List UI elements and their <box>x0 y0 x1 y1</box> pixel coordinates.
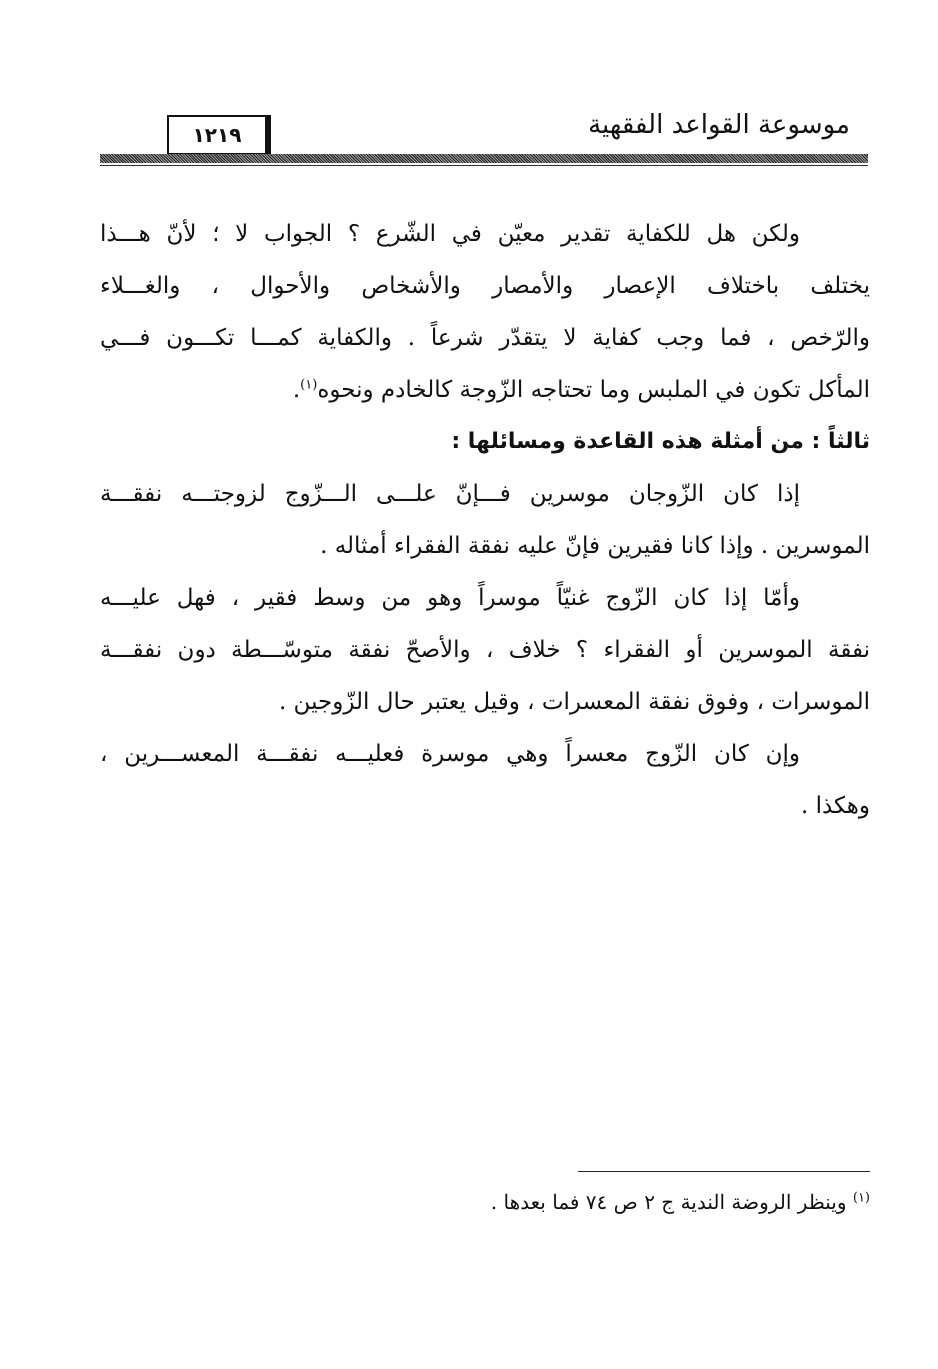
text-line: الموسرين . وإذا كانا فقيرين فإنّ عليه نفقة الفقراء أمثاله . <box>320 533 870 559</box>
text-line: والرّخص ، فما وجب كفاية لا يتقدّر شرعاً . والكفاية كمـــا تكـــون فـــي <box>100 325 870 351</box>
paragraph-3 <box>100 572 870 728</box>
book-title: موسوعة القواعد الفقهية <box>588 110 850 140</box>
paragraph-2 <box>100 468 870 572</box>
text-line: الموسرات ، وفوق نفقة المعسرات ، وقيل يعتبر حال الزّوجين . <box>278 689 870 715</box>
text-line: ولكن هل للكفاية تقدير معيّن في الشّرع ؟ الجواب لا ؛ لأنّ هـــذا <box>100 221 800 247</box>
text-line <box>100 364 870 416</box>
paragraph-4 <box>100 728 870 832</box>
text-line: وهكذا . <box>800 793 870 819</box>
text-fragment: المأكل تكون في الملبس وما تحتاجه الزّوجة كالخادم ونحوه <box>317 377 870 403</box>
page-number: ١٢١٩ <box>167 115 271 155</box>
paragraph-1 <box>100 208 870 416</box>
header-divider-line <box>100 165 868 166</box>
text-line: وإن كان الزّوج معسراً وهي موسرة فعليـــه نفقـــة المعســـرين ، <box>100 741 800 767</box>
footnote-marker: (١) <box>852 1190 870 1206</box>
text-fragment: . <box>292 377 301 403</box>
footnote-text: وينظر الروضة الندية ج ٢ ص ٧٤ فما بعدها . <box>490 1190 847 1214</box>
text-line: وأمّا إذا كان الزّوج غنيّاً موسراً وهو من وسط فقير ، فهل عليـــه <box>100 585 800 611</box>
footnote-divider <box>578 1171 870 1172</box>
text-line: يختلف باختلاف الإعصار والأمصار والأشخاص والأحوال ، والغـــلاء <box>100 273 870 299</box>
text-line: نفقة الموسرين أو الفقراء ؟ خلاف ، والأصحّ نفقة متوسّـــطة دون نفقـــة <box>100 637 870 663</box>
heading-text: ثالثاً : من أمثلة هذه القاعدة ومسائلها : <box>451 429 870 454</box>
header-divider <box>100 154 868 163</box>
text-line: إذا كان الزّوجان موسرين فـــإنّ علـــى الـــزّوج لزوجتـــه نفقـــة <box>100 481 800 507</box>
footnote <box>491 1190 870 1214</box>
footnote-reference: (١) <box>300 377 318 393</box>
section-heading <box>100 416 870 468</box>
main-text <box>100 208 870 832</box>
